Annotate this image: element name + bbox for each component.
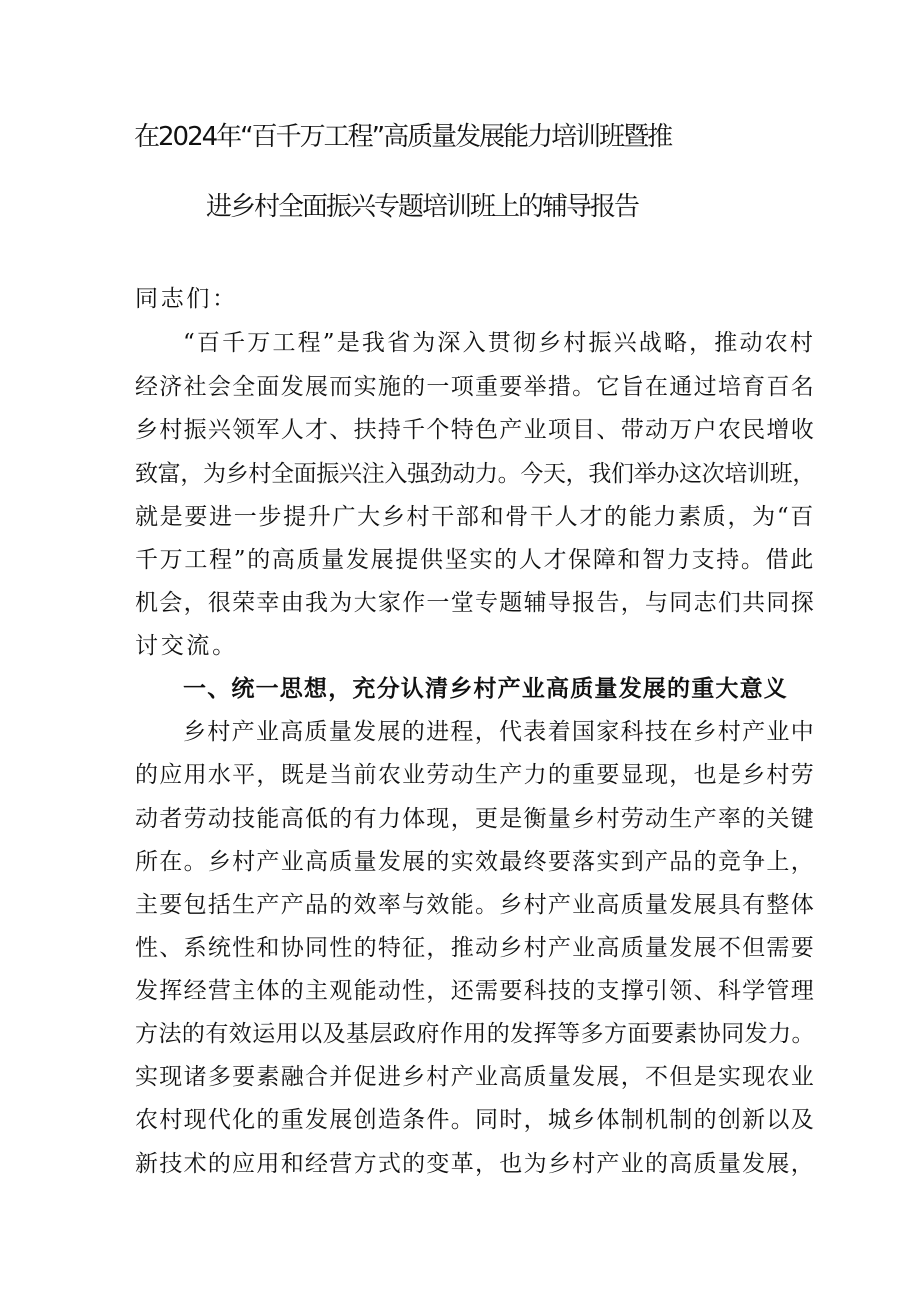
paragraph-line: 经济社会全面发展而实施的一项重要举措。它旨在通过培育百名 (135, 374, 815, 400)
paragraph-line: 千万工程”的高质量发展提供坚实的人才保障和智力支持。借此 (135, 547, 815, 573)
paragraph-line: 动者劳动技能高低的有力体现，更是衡量乡村劳动生产率的关键 (135, 806, 815, 832)
paragraph-line: 新技术的应用和经营方式的变革，也为乡村产业的高质量发展， (135, 1151, 815, 1177)
paragraph-line: 乡村振兴领军人才、扶持千个特色产业项目、带动万户农民增收 (135, 417, 815, 443)
paragraph-line: 所在。乡村产业高质量发展的实效最终要落实到产品的竞争上， (135, 849, 815, 875)
document-title-line-2: 进乡村全面振兴专题培训班上的辅导报告 (206, 192, 639, 222)
paragraph-line: 就是要进一步提升广大乡村干部和骨干人才的能力素质，为“百 (135, 504, 815, 530)
paragraph-line: 发挥经营主体的主观能动性，还需要科技的支撑引领、科学管理 (135, 978, 815, 1004)
document-title-line-1: 在2024年“百千万工程”高质量发展能力培训班暨推 (134, 122, 672, 152)
section-heading: 一、统一思想，充分认清乡村产业高质量发展的重大意义 (183, 676, 788, 702)
paragraph-line: 实现诸多要素融合并促进乡村产业高质量发展，不但是实现农业 (135, 1064, 815, 1090)
paragraph-line: 的应用水平，既是当前农业劳动生产力的重要显现，也是乡村劳 (135, 762, 815, 788)
paragraph-line: 主要包括生产产品的效率与效能。乡村产业高质量发展具有整体 (135, 892, 815, 918)
paragraph-line: 乡村产业高质量发展的进程，代表着国家科技在乡村产业中 (183, 719, 815, 745)
paragraph-line: “百千万工程”是我省为深入贯彻乡村振兴战略，推动农村 (183, 330, 815, 356)
salutation: 同志们： (135, 286, 238, 312)
paragraph-line: 讨交流。 (135, 633, 238, 659)
paragraph-line: 方法的有效运用以及基层政府作用的发挥等多方面要素协同发力。 (135, 1021, 815, 1047)
paragraph-line: 农村现代化的重发展创造条件。同时，城乡体制机制的创新以及 (135, 1107, 815, 1133)
paragraph-line: 机会，很荣幸由我为大家作一堂专题辅导报告，与同志们共同探 (135, 590, 815, 616)
paragraph-line: 性、系统性和协同性的特征，推动乡村产业高质量发展不但需要 (135, 935, 815, 961)
paragraph-line: 致富，为乡村全面振兴注入强劲动力。今天，我们举办这次培训班， (135, 461, 816, 487)
